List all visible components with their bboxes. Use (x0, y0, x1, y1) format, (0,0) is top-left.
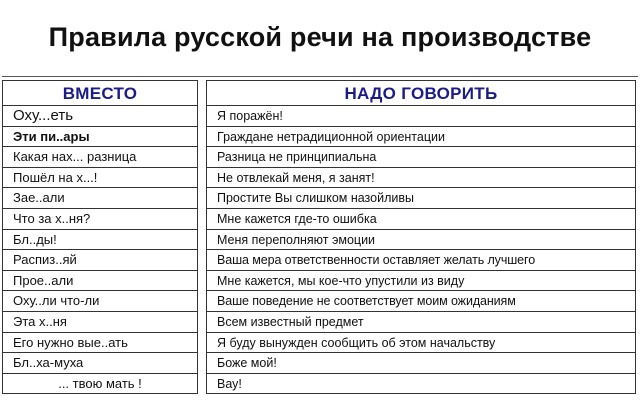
instead-cell: Эти пи..ары (2, 127, 198, 148)
title-divider (2, 76, 638, 77)
say-cell: Я поражён! (206, 106, 636, 127)
say-cell: Мне кажется где-то ошибка (206, 209, 636, 230)
instead-cell: Что за х..ня? (2, 209, 198, 230)
say-cell: Разница не принципиальна (206, 147, 636, 168)
say-cell: Всем известный предмет (206, 312, 636, 333)
say-cell: Простите Вы слишком назойливы (206, 188, 636, 209)
instead-cell: ... твою мать ! (2, 374, 198, 395)
phrase-table (0, 80, 640, 417)
say-cell: Вау! (206, 374, 636, 395)
instead-cell: Оху...еть (2, 106, 198, 127)
say-header: НАДО ГОВОРИТЬ (206, 80, 636, 106)
instead-cell: Прое..али (2, 271, 198, 292)
instead-header: ВМЕСТО (2, 80, 198, 106)
instead-cell: Зае..али (2, 188, 198, 209)
instead-cell: Его нужно вые..ать (2, 333, 198, 354)
say-cell: Не отвлекай меня, я занят! (206, 168, 636, 189)
say-column (206, 80, 636, 394)
say-cell: Ваша мера ответственности оставляет желать лучшего (206, 250, 636, 271)
instead-cell: Какая нах... разница (2, 147, 198, 168)
say-cell: Я буду вынужден сообщить об этом начальству (206, 333, 636, 354)
instead-column (2, 80, 198, 394)
say-cell: Граждане нетрадиционной ориентации (206, 127, 636, 148)
say-cell: Ваше поведение не соответствует моим ожиданиям (206, 291, 636, 312)
instead-cell: Эта х..ня (2, 312, 198, 333)
instead-cell: Распиз..яй (2, 250, 198, 271)
say-cell: Меня переполняют эмоции (206, 230, 636, 251)
page-title: Правила русской речи на производстве (48, 22, 592, 52)
instead-cell: Бл..ха-муха (2, 353, 198, 374)
instead-cell: Бл..ды! (2, 230, 198, 251)
instead-cell: Оху..ли что-ли (2, 291, 198, 312)
say-cell: Боже мой! (206, 353, 636, 374)
say-cell: Мне кажется, мы кое-что упустили из виду (206, 271, 636, 292)
instead-cell: Пошёл на х...! (2, 168, 198, 189)
